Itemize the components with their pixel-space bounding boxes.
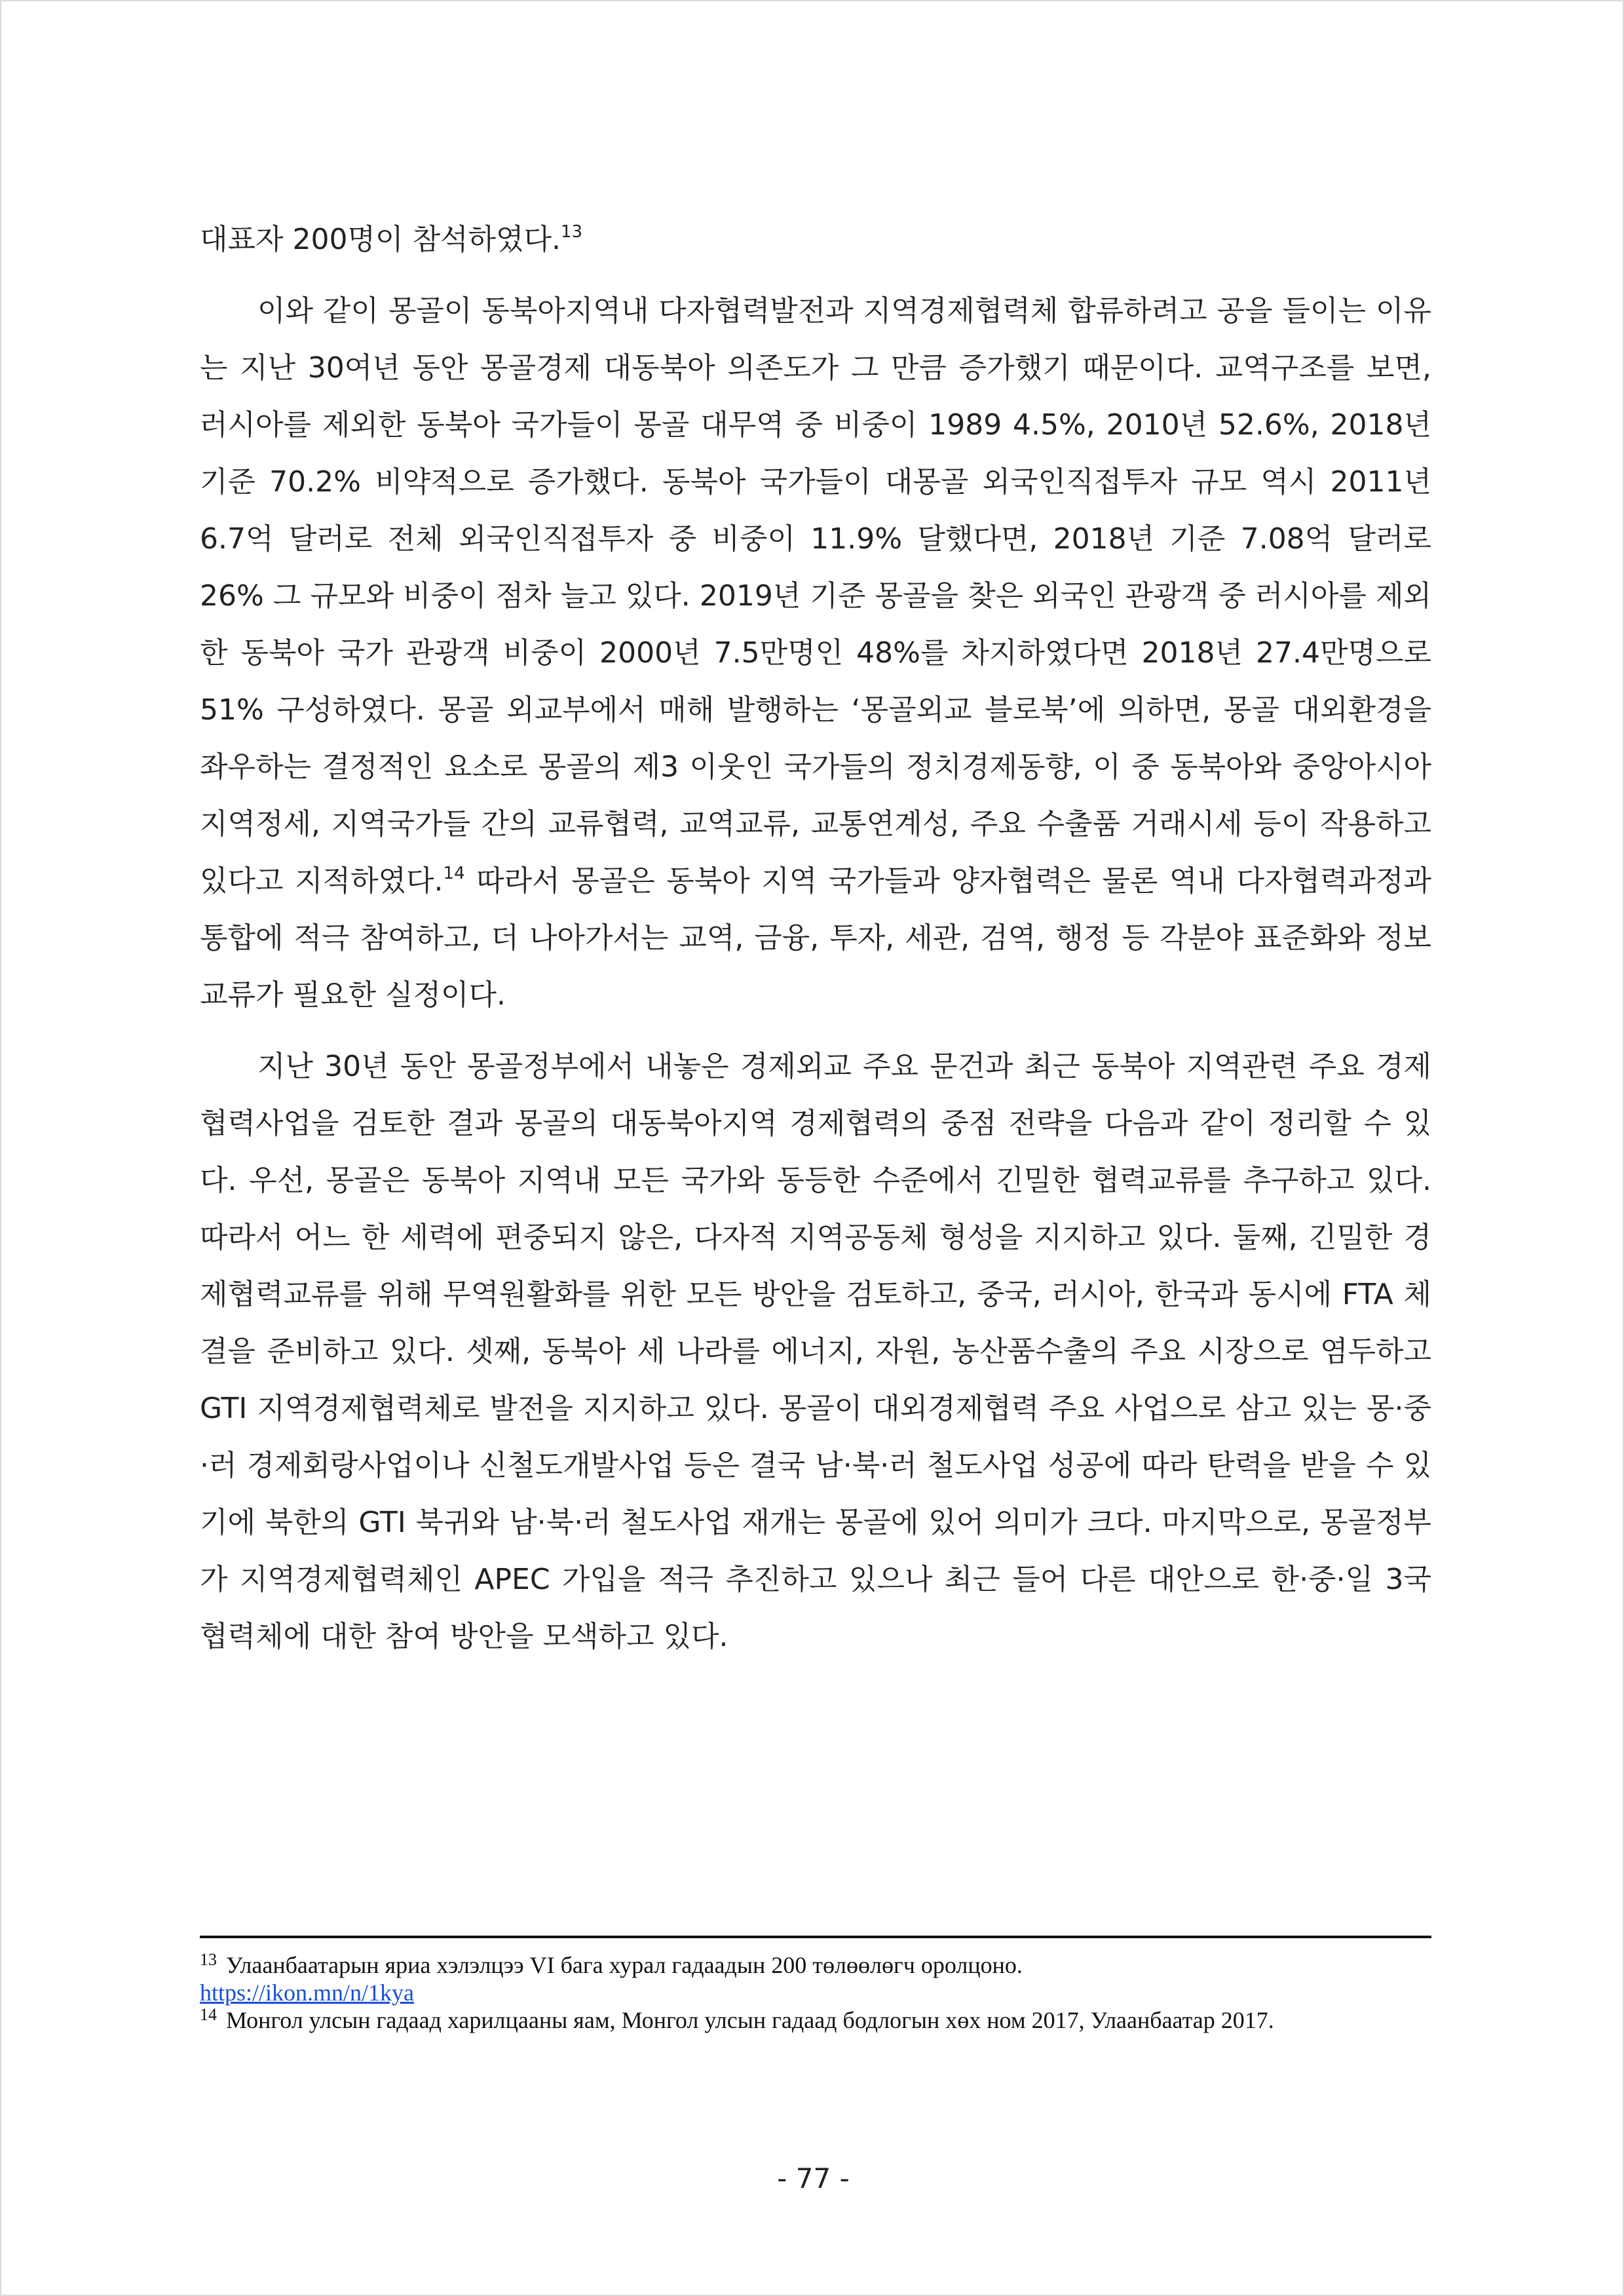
footnote-link[interactable]: https://ikon.mn/n/1kya [200, 1980, 415, 2006]
paragraph-1-text: 대표자 200명이 참석하였다. [200, 223, 561, 256]
footnote-13 [200, 1951, 1431, 2006]
body-text [200, 211, 1431, 1665]
footnote-text: Монгол улсын гадаад харилцааны яам, Монгол улсын гадаад бодлогын хөх ном 2017, Улаанбаатар 2017. [226, 2007, 1274, 2033]
footnote-number: 14 [200, 2005, 217, 2024]
paragraph-1 [200, 211, 1431, 268]
paragraph-2-text-after: 따라서 몽골은 동북아 지역 국가들과 양자협력은 물론 역내 다자협력과정과 통합에 적극 참여하고, 더 나아가서는 교역, 금융, 투자, 세관, 검역, 행정 등 각분야 표준화와 정보교류가 필요한 실정이다. [200, 864, 1431, 1012]
paragraph-2 [200, 282, 1431, 1024]
paragraph-3-text: 지난 30년 동안 몽골정부에서 내놓은 경제외교 주요 문건과 최근 동북아 지역관련 주요 경제협력사업을 검토한 결과 몽골의 대동북아지역 경제협력의 중점 전략을 다음과 같이 정리할 수 있다. 우선, 몽골은 동북아 지역내 모든 국가와 동등한 수준에서 긴밀한 협력교류를 추구하고 있다. 따라서 어느 한 세력에 편중되지 않은, 다자적 지역공동체 형성을 지지하고 있다. 둘째, 긴밀한 경제협력교류를 위해 무역원활화를 위한 모든 방안을 검토하고, 중국, 러시아, 한국과 동시에 FTA 체결을 준비하고 있다. 셋째, 동북아 세 나라를 에너지, 자원, 농산품수출의 주요 시장으로 염두하고 GTI 지역경제협력체로 발전을 지지하고 있다. 몽골이 대외경제협력 주요 사업으로 삼고 있는 몽·중·러 경제회랑사업이나 신철도개발사업 등은 결국 남·북·러 철도사업 성공에 따라 탄력을 받을 수 있기에 북한의 GTI 북귀와 남·북·러 철도사업 재개는 몽골에 있어 의미가 크다. 마지막으로, 몽골정부가 지역경제협력체인 APEC 가입을 적극 추진하고 있으나 최근 들어 다른 대안으로 한·중·일 3국 협력체에 대한 참여 방안을 모색하고 있다. [200, 1050, 1431, 1653]
paragraph-3 [200, 1038, 1431, 1665]
footnote-ref-14[interactable]: 14 [443, 864, 465, 883]
footnotes [200, 1951, 1431, 2034]
footnote-ref-13[interactable]: 13 [560, 222, 583, 242]
footnote-number: 13 [200, 1950, 217, 1969]
footnote-14 [200, 2006, 1431, 2034]
footnote-separator [200, 1936, 1431, 1938]
footnote-text: Улаанбаатарын яриа хэлэлцээ VI бага хурал гадаадын 200 төлөөлөгч оролцоно. [226, 1952, 1023, 1978]
page-number: - 77 - [777, 2162, 850, 2194]
paragraph-2-text-before: 이와 같이 몽골이 동북아지역내 다자협력발전과 지역경제협력체 합류하려고 공을 들이는 이유는 지난 30여년 동안 몽골경제 대동북아 의존도가 그 만큼 증가했기 때문이다. 교역구조를 보면, 러시아를 제외한 동북아 국가들이 몽골 대무역 중 비중이 1989 4.5%, 2010년 52.6%, 2018년 기준 70.2% 비약적으로 증가했다. 동북아 국가들이 대몽골 외국인직접투자 규모 역시 2011년 6.7억 달러로 전체 외국인직접투자 중 비중이 11.9% 달했다면, 2018년 기준 7.08억 달러로 26% 그 규모와 비중이 점차 늘고 있다. 2019년 기준 몽골을 찾은 외국인 관광객 중 러시아를 제외한 동북아 국가 관광객 비중이 2000년 7.5만명인 48%를 차지하였다면 2018년 27.4만명으로 51% 구성하였다. 몽골 외교부에서 매해 발행하는 ‘몽골외교 블로북’에 의하면, 몽골 대외환경을 좌우하는 결정적인 요소로 몽골의 제3 이웃인 국가들의 정치경제동향, 이 중 동북아와 중앙아시아 지역정세, 지역국가들 간의 교류협력, 교역교류, 교통연계성, 주요 수출품 거래시세 등이 작용하고 있다고 지적하였다. [200, 294, 1432, 898]
